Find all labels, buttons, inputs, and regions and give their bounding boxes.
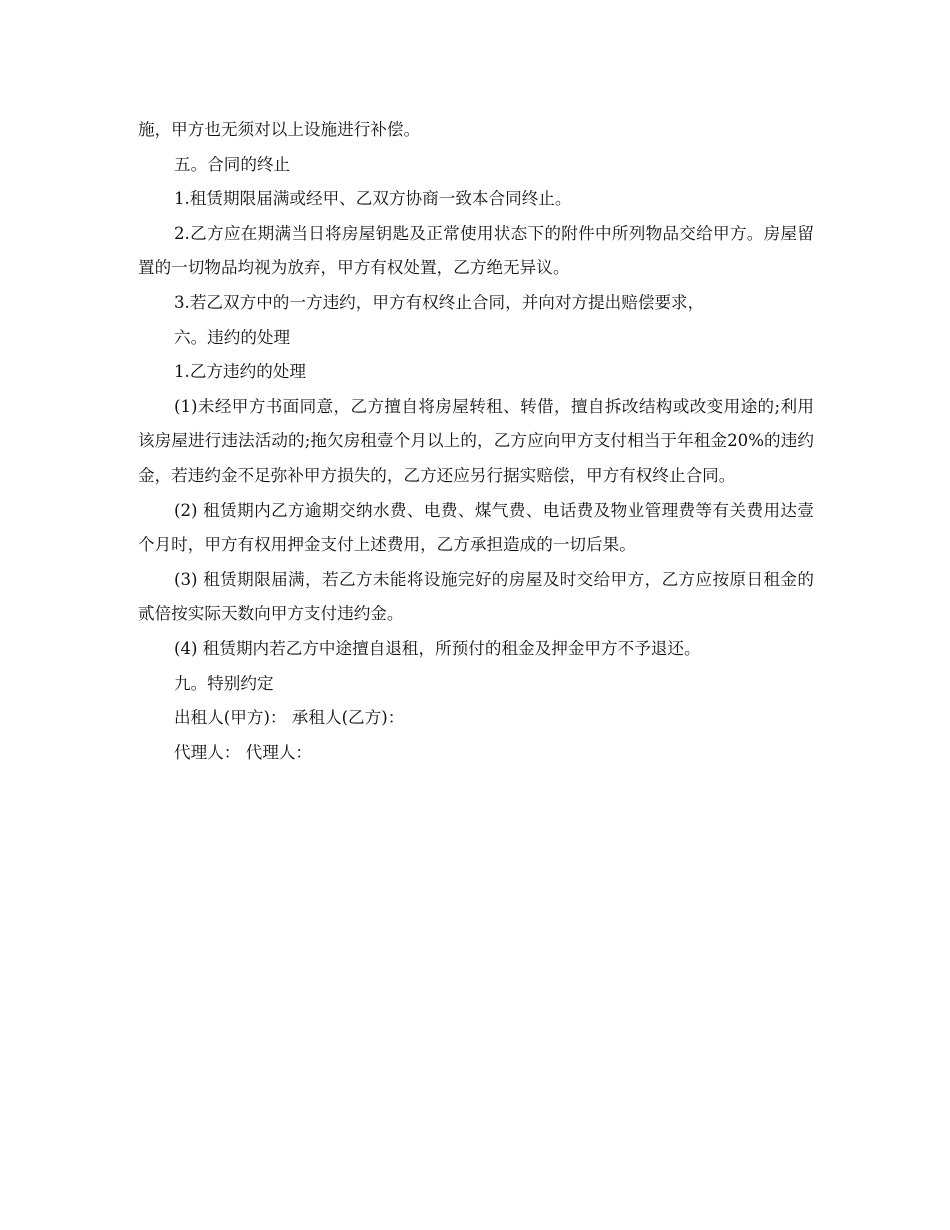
- clause-breach-4: (4) 租赁期内若乙方中途擅自退租，所预付的租金及押金甲方不予退还。: [174, 638, 701, 658]
- clause-termination-3: 3.若乙双方中的一方违约，甲方有权终止合同，并向对方提出赔偿要求，: [174, 292, 705, 312]
- continuation-paragraph: 施，甲方也无须对以上设施进行补偿。: [138, 120, 421, 139]
- clause-breach-2: (2) 租赁期内乙方逾期交纳水费、电费、煤气费、电话费及物业管理费等有关费用达壹个月时，甲方有权用押金支付上述费用，乙方承担造成的一切后果。: [138, 500, 814, 555]
- clause-termination-1: 1.租赁期限届满或经甲、乙双方协商一致本合同终止。: [174, 189, 572, 209]
- clause-termination-2: 2.乙方应在期满当日将房屋钥匙及正常使用状态下的附件中所列物品交给甲方。房屋留置的一切物品均视为放弃，甲方有权处置，乙方绝无异议。: [138, 223, 814, 278]
- signature-agents: 代理人： 代理人：: [174, 742, 313, 762]
- signature-lessor-lessee: 出租人(甲方)： 承租人(乙方)：: [174, 708, 405, 728]
- subsection-heading-tenant-breach: 1.乙方违约的处理: [174, 362, 306, 382]
- section-heading-termination: 五。合同的终止: [174, 154, 291, 174]
- document-body: [138, 113, 814, 770]
- clause-breach-3: (3) 租赁期限届满，若乙方未能将设施完好的房屋及时交给甲方，乙方应按原日租金的贰倍按实际天数向甲方支付违约金。: [138, 569, 814, 624]
- clause-breach-1: (1)未经甲方书面同意，乙方擅自将房屋转租、转借，擅自拆改结构或改变用途的;利用该房屋进行违法活动的;拖欠房租壹个月以上的，乙方应向甲方支付相当于年租金20%的违约金，若违约金不足弥补甲方损失的，乙方还应另行据实赔偿，甲方有权终止合同。: [138, 396, 814, 485]
- section-heading-special-terms: 九。特别约定: [174, 673, 274, 693]
- section-heading-breach: 六。违约的处理: [174, 327, 291, 347]
